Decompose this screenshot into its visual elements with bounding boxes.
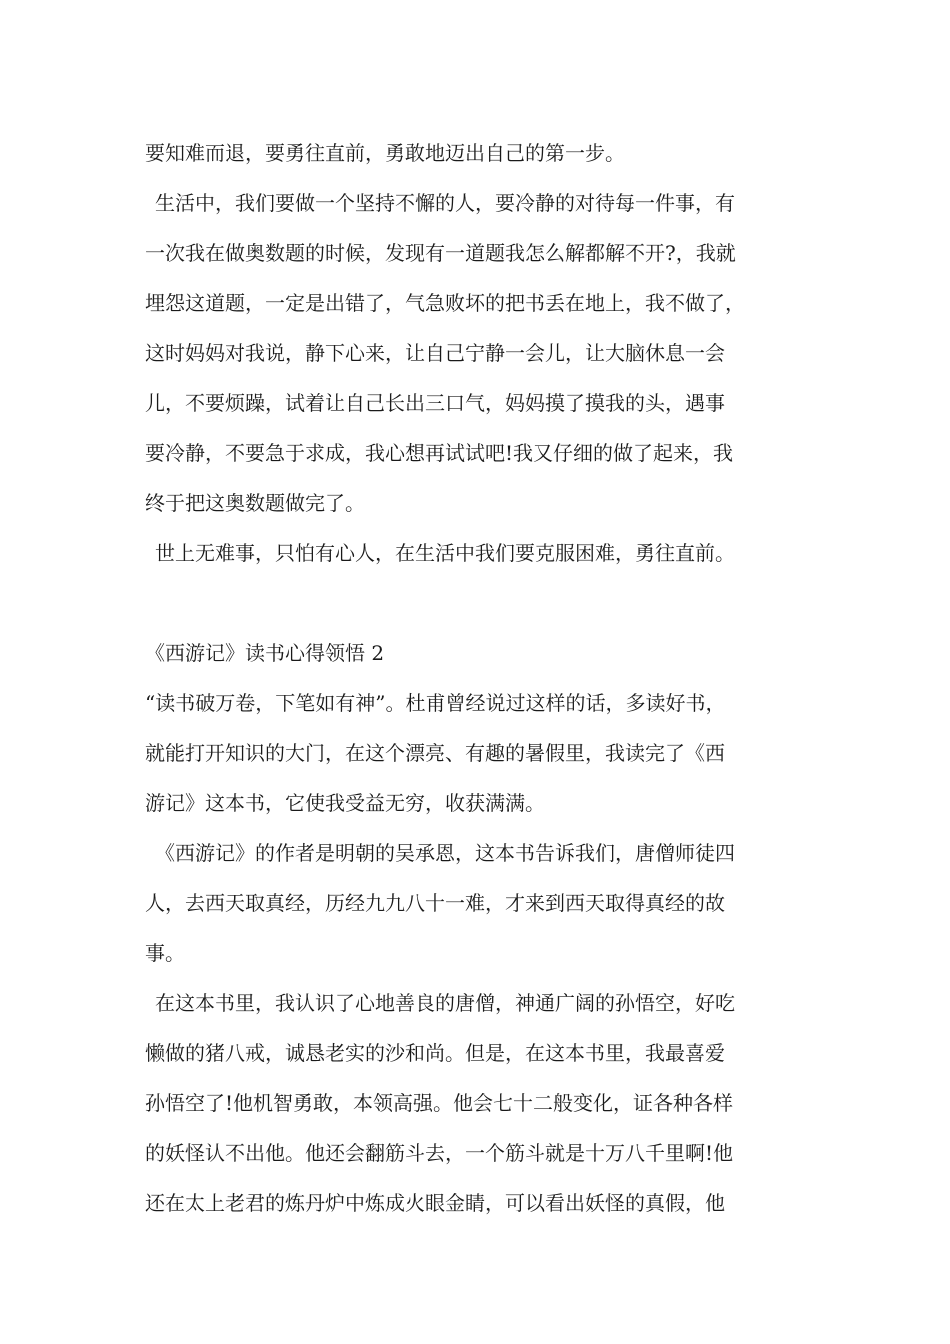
text-line: 这时妈妈对我说，静下心来，让自己宁静一会儿，让大脑休息一会 bbox=[145, 341, 725, 365]
paragraph-gap bbox=[145, 578, 835, 628]
text-line: 终于把这奥数题做完了。 bbox=[145, 491, 365, 515]
text-line: 生活中，我们要做一个坚持不懈的人，要冷静的对待每一件事，有 bbox=[155, 191, 735, 215]
document-body bbox=[145, 128, 835, 1228]
text-line: 一次我在做奥数题的时候，发现有一道题我怎么解都解不开?，我就 bbox=[145, 241, 736, 265]
text-line: 的妖怪认不出他。他还会翻筋斗去，一个筋斗就是十万八千里啊!他 bbox=[145, 1141, 734, 1165]
text-line: “读书破万卷，下笔如有神”。杜甫曾经说过这样的话，多读好书， bbox=[145, 691, 726, 715]
section-heading: 《西游记》读书心得领悟 2 bbox=[145, 641, 385, 665]
text-line: 要知难而退，要勇往直前，勇敢地迈出自己的第一步。 bbox=[145, 141, 625, 165]
text-line: 懒做的猪八戒，诚恳老实的沙和尚。但是，在这本书里，我最喜爱 bbox=[145, 1041, 725, 1065]
text-line: 在这本书里，我认识了心地善良的唐僧，神通广阔的孙悟空，好吃 bbox=[155, 991, 735, 1015]
text-line: 游记》这本书，它使我受益无穷，收获满满。 bbox=[145, 791, 545, 815]
text-line: 儿，不要烦躁，试着让自己长出三口气，妈妈摸了摸我的头，遇事 bbox=[145, 391, 725, 415]
text-line: 还在太上老君的炼丹炉中炼成火眼金睛，可以看出妖怪的真假，他 bbox=[145, 1191, 725, 1215]
text-line: 孙悟空了!他机智勇敢，本领高强。他会七十二般变化，证各种各样 bbox=[145, 1091, 734, 1115]
text-line: 事。 bbox=[145, 941, 185, 965]
text-line: 埋怨这道题，一定是出错了，气急败坏的把书丢在地上，我不做了， bbox=[145, 291, 745, 315]
text-line: 人，去西天取真经，历经九九八十一难，才来到西天取得真经的故 bbox=[145, 891, 725, 915]
text-line: 《西游记》的作者是明朝的吴承恩，这本书告诉我们，唐僧师徒四 bbox=[155, 841, 735, 865]
text-line: 要冷静，不要急于求成，我心想再试试吧!我又仔细的做了起来，我 bbox=[145, 441, 734, 465]
text-line: 世上无难事，只怕有心人，在生活中我们要克服困难，勇往直前。 bbox=[155, 541, 735, 565]
text-line: 就能打开知识的大门，在这个漂亮、有趣的暑假里，我读完了《西 bbox=[145, 741, 725, 765]
